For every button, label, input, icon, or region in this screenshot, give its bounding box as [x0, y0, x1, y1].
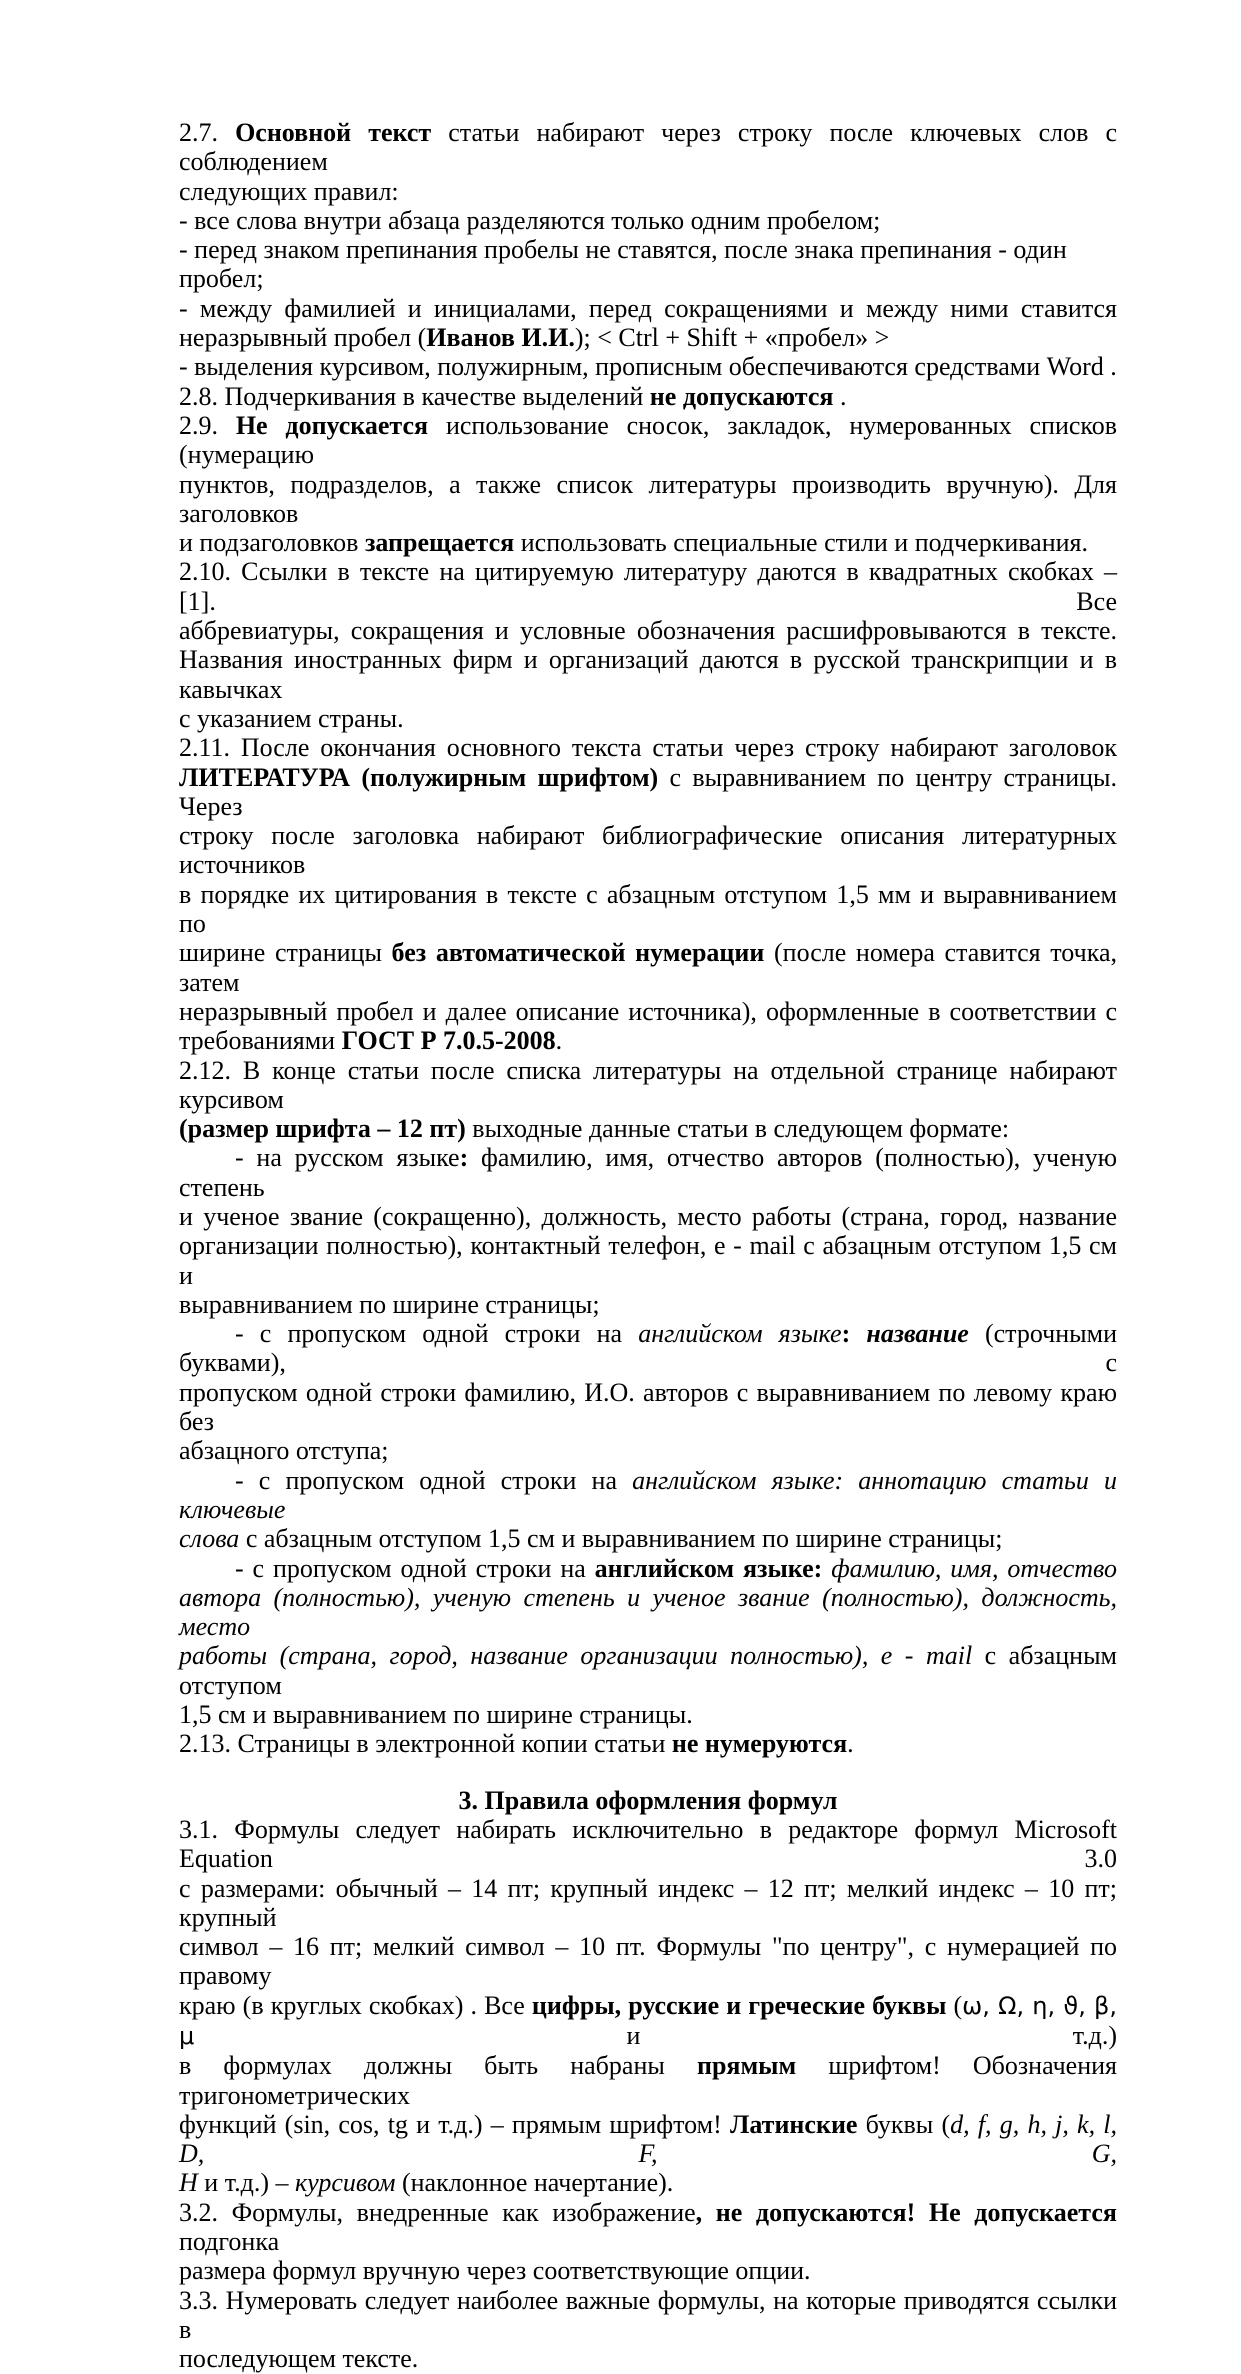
- text-run: без автоматической нумерации: [391, 938, 765, 968]
- text-line: [179, 880, 1117, 939]
- text-run: 2.7.: [179, 118, 236, 147]
- text-run: 3. Правила оформления формул: [458, 1785, 838, 1815]
- text-line: [179, 2344, 1117, 2373]
- text-run: с размерами: обычный – 14 пт; крупный индекс – 12 пт; мелкий индекс – 10 пт; крупный: [179, 1873, 1117, 1932]
- text-run: следующих правил:: [179, 176, 399, 206]
- text-line: [179, 1466, 1117, 1525]
- text-line: [179, 2168, 1117, 2197]
- text-run: :: [459, 1143, 469, 1173]
- text-run: в формулах должны быть набраны: [179, 2051, 697, 2081]
- text-line: [179, 616, 1117, 645]
- text-line: [179, 1231, 1117, 1290]
- text-run: 3.1. Формулы следует набирать исключительно в редакторе формул Microsoft Equation 3.0: [179, 1814, 1117, 1874]
- text-run: курсивом: [295, 2168, 396, 2198]
- text-line: [179, 1056, 1117, 1115]
- text-run: шрифтом! Обозначения тригонометрических: [179, 2051, 1117, 2110]
- text-line: [179, 704, 1117, 733]
- text-line: [179, 733, 1117, 762]
- text-run: (наклонное начертание).: [395, 2168, 674, 2198]
- text-line: [179, 470, 1117, 529]
- document-body: [179, 118, 1117, 2374]
- text-run: неразрывный пробел (: [179, 323, 427, 353]
- text-run: и т.д.): [194, 2021, 1117, 2050]
- text-line: [179, 352, 1117, 381]
- text-run: (после номера ставится точка, затем: [179, 938, 1117, 997]
- text-line: [179, 1991, 1117, 2052]
- text-run: не нумеруются: [671, 1729, 848, 1759]
- text-run: 3.2. Формулы, внедренные как изображение: [179, 2197, 696, 2227]
- text-line: [179, 1583, 1117, 1642]
- text-run: символ – 16 пт; мелкий символ – 10 пт. Формулы "по центру", с нумерацией по правому: [179, 1932, 1117, 1991]
- text-line: [179, 2051, 1117, 2110]
- text-line: [179, 2198, 1117, 2257]
- text-run: - перед знаком препинания пробелы не ставятся, после знака препинания - один пробел;: [179, 235, 1067, 294]
- text-run: - выделения курсивом, полужирным, прописным обеспечиваются средствами Word .: [179, 352, 1117, 382]
- text-run: автора (полностью), ученую степень и ученое звание (полностью), должность, место: [179, 1582, 1117, 1642]
- text-line: [179, 1436, 1117, 1465]
- text-run: 2.12. В конце статьи после списка литературы на отдельной странице набирают курсивом: [179, 1055, 1117, 1114]
- text-run: аббревиатуры, сокращения и условные обозначения расшифровываются в тексте.: [179, 616, 1117, 646]
- text-run: Латинские: [729, 2109, 858, 2139]
- text-run: (строчными буквами), с: [179, 1319, 1118, 1378]
- text-run: запрещается: [364, 528, 515, 558]
- text-run: (: [946, 1990, 963, 2020]
- text-run: - между фамилией и инициалами, перед сокращениями и между ними ставится: [179, 293, 1117, 323]
- text-run: абзацного отступа;: [179, 1436, 389, 1466]
- text-line: [179, 1641, 1117, 1700]
- text-line: [179, 1114, 1117, 1143]
- text-line: [179, 235, 1117, 294]
- text-run: ГОСТ Р 7.0.5-2008: [341, 1026, 556, 1056]
- text-run: Названия иностранных фирм и организаций даются в русской транскрипции и в кавычках: [179, 645, 1117, 704]
- text-run: 3.3. Нумеровать следует наиболее важные формулы, на которые приводятся ссылки в: [179, 2285, 1117, 2344]
- text-run: фамилию, имя, отчество: [831, 1553, 1117, 1583]
- text-line: [179, 1700, 1117, 1729]
- text-line: [179, 1874, 1117, 1933]
- text-run: фамилию, имя, отчество авторов (полностью), ученую степень: [179, 1143, 1118, 1202]
- text-run: не допускаются: [649, 381, 834, 411]
- text-run: выходные данные статьи в следующем формате:: [465, 1114, 1010, 1144]
- text-run: краю (в круглых скобках) . Все: [179, 1990, 532, 2020]
- text-run: использовать специальные стили и подчеркивания.: [514, 528, 1089, 558]
- text-line: [179, 2286, 1117, 2345]
- text-run: цифры, русские и греческие буквы: [531, 1990, 947, 2020]
- text-run: статьи набирают через строку после ключевых слов с соблюдением: [179, 118, 1117, 177]
- text-run: организации полностью), контактный телефон, e - mail с абзацным отступом 1,5 см и: [179, 1231, 1117, 1290]
- text-line: [179, 938, 1117, 997]
- text-line: [179, 557, 1117, 616]
- text-run: d, f, g, h, j, k, l, D, F, G,: [179, 2109, 1118, 2169]
- text-run: 2.11. После окончания основного текста статьи через строку набирают заголовок: [179, 733, 1117, 763]
- text-run: пропуском одной строки фамилию, И.О. авторов с выравниванием по левому краю без: [179, 1377, 1117, 1437]
- text-run: [822, 1554, 831, 1583]
- text-line: [179, 118, 1117, 177]
- text-run: размера формул вручную через соответствующие опции.: [179, 2256, 811, 2286]
- text-run: Основной текст: [235, 118, 432, 147]
- text-run: английском языке: [638, 1319, 842, 1349]
- text-run: функций (sin, cos, tg и т.д.) – прямым шрифтом!: [179, 2109, 730, 2139]
- text-run: ЛИТЕРАТУРА (полужирным шрифтом): [179, 762, 659, 792]
- text-run: прямым: [696, 2051, 797, 2081]
- text-run: - с пропуском одной строки на: [235, 1553, 595, 1583]
- text-run: и подзаголовков: [179, 528, 365, 558]
- text-line: [179, 997, 1117, 1026]
- text-run: и ученое звание (сокращенно), должность, место работы (страна, город, название: [179, 1201, 1117, 1231]
- text-run: - с пропуском одной строки на: [235, 1319, 639, 1349]
- text-line: [179, 1290, 1117, 1319]
- text-run: работы (страна, город, название организации полностью), e - mail: [179, 1641, 973, 1671]
- text-run: 2.13. Страницы в электронной копии статьи: [179, 1729, 672, 1759]
- text-line: [179, 1026, 1117, 1055]
- text-line: [179, 821, 1117, 880]
- text-run: [850, 1319, 866, 1348]
- text-run: (размер шрифта – 12 пт): [179, 1114, 466, 1144]
- text-line: [179, 294, 1117, 323]
- text-run: с абзацным отступом 1,5 см и выравниванием по ширине страницы;: [239, 1524, 1003, 1554]
- text-run: .: [555, 1026, 563, 1056]
- text-line: [179, 1554, 1117, 1583]
- text-line: [179, 1319, 1117, 1378]
- text-run: с указанием страны.: [179, 703, 404, 733]
- text-run: и т.д.) –: [197, 2168, 295, 2198]
- text-run: название: [866, 1319, 969, 1349]
- text-line: [179, 177, 1117, 206]
- text-run: с абзацным отступом: [179, 1641, 1117, 1700]
- text-run: слова: [179, 1524, 240, 1554]
- text-run: Иванов И.И.: [426, 323, 575, 353]
- text-run: - все слова внутри абзаца разделяются только одним пробелом;: [179, 205, 881, 235]
- text-run: английском языке: аннотацию статьи и ключевые: [179, 1465, 1117, 1524]
- text-line: [179, 206, 1117, 235]
- text-run: .: [847, 1729, 854, 1759]
- text-run: 2.9.: [179, 410, 236, 440]
- text-line: [179, 2110, 1117, 2169]
- text-line: [179, 323, 1117, 352]
- text-line: [179, 763, 1117, 822]
- text-run: 2.8. Подчеркивания в качестве выделений: [179, 381, 650, 411]
- text-run: .: [833, 381, 847, 411]
- text-line: [179, 1202, 1117, 1231]
- section-heading: [179, 1786, 1117, 1815]
- text-line: [179, 1143, 1117, 1202]
- text-line: [179, 411, 1117, 470]
- text-line: [179, 528, 1117, 557]
- text-line: [179, 1815, 1117, 1874]
- text-line: [179, 382, 1117, 411]
- text-run: подгонка: [179, 2227, 280, 2257]
- text-run: 2.10. Ссылки в тексте на цитируемую литературу даются в квадратных скобках – [1]. Все: [179, 557, 1117, 616]
- text-run: - с пропуском одной строки на: [235, 1465, 633, 1495]
- text-run: строку после заголовка набирают библиографические описания литературных источников: [179, 821, 1117, 880]
- text-line: [179, 1524, 1117, 1553]
- text-line: [179, 2256, 1117, 2285]
- text-run: с выравниванием по центру страницы. Через: [179, 762, 1117, 821]
- text-line: [179, 1378, 1117, 1437]
- text-run: пунктов, подразделов, а также список литературы производить вручную). Для заголовков: [179, 469, 1117, 528]
- text-run: ширине страницы: [179, 938, 392, 968]
- text-run: в порядке их цитирования в тексте с абзацным отступом 1,5 мм и выравниванием по: [179, 879, 1117, 939]
- blank-line: [179, 1759, 1117, 1786]
- text-run: буквы (: [857, 2109, 951, 2139]
- text-run: английском языке:: [594, 1553, 823, 1583]
- text-line: [179, 1932, 1117, 1991]
- text-run: неразрывный пробел и далее описание источника), оформленные в соответствии с: [179, 996, 1117, 1026]
- text-run: ); < Ctrl + Shift + «пробел» >: [574, 323, 890, 353]
- text-run: - на русском языке: [235, 1143, 460, 1173]
- text-run: требованиями: [179, 1026, 342, 1056]
- text-run: последующем тексте.: [179, 2344, 419, 2374]
- text-line: [179, 645, 1117, 704]
- text-line: [179, 1729, 1117, 1758]
- text-run: ω, Ω, η, ϑ, β, μ: [179, 1991, 1117, 2050]
- text-run: 1,5 см и выравниванием по ширине страницы.: [179, 1700, 693, 1730]
- text-run: использование сносок, закладок, нумерованных списков (нумерацию: [179, 410, 1117, 470]
- text-run: :: [841, 1319, 851, 1349]
- text-run: , не допускаются! Не допускается: [695, 2197, 1117, 2227]
- text-run: H: [179, 2168, 198, 2198]
- text-run: выравниванием по ширине страницы;: [179, 1289, 600, 1319]
- text-run: Не допускается: [235, 410, 429, 440]
